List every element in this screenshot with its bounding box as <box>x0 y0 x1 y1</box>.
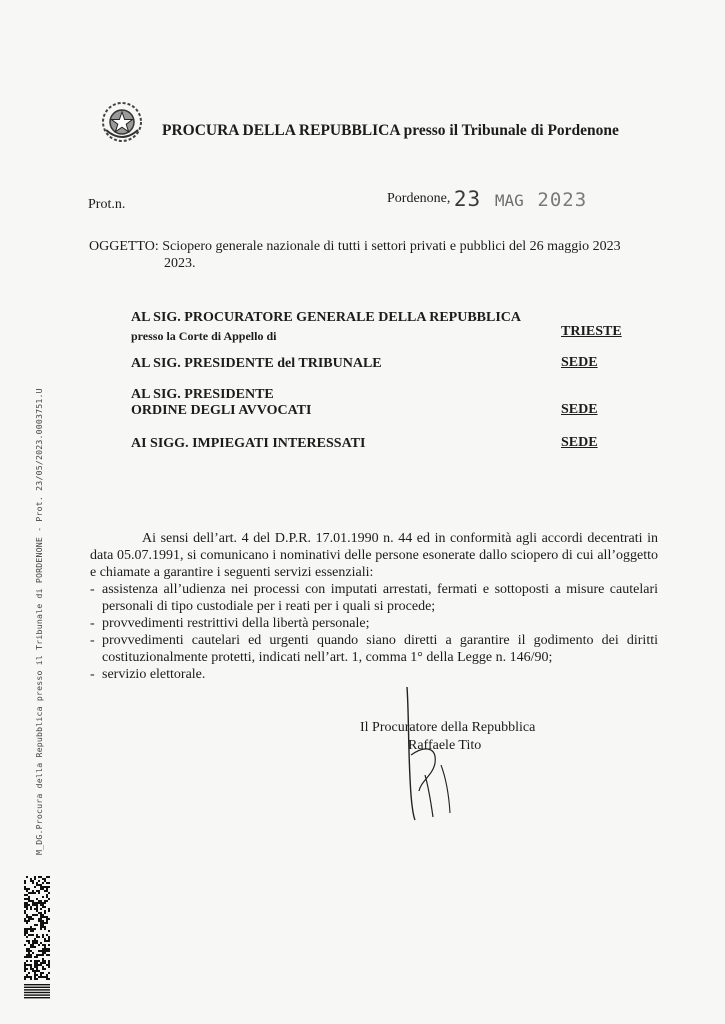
handwritten-signature <box>395 685 465 825</box>
subject-text: Sciopero generale nazionale di tutti i settori privati e pubblici del 26 maggio 2023 <box>162 239 621 254</box>
italian-republic-emblem-icon <box>100 100 144 144</box>
place-name: Pordenone, <box>387 191 451 206</box>
office-subtitle: presso il Tribunale di Pordenone <box>399 122 619 139</box>
protocol-label: Prot.n. <box>88 197 126 212</box>
intro-paragraph: Ai sensi dell’art. 4 del D.P.R. 17.01.1990 n. 44 ed in conformità agli accordi decentrati in data 05.07.1991, si comunicano i nominativi delle persone esonerate dallo sciopero di cui all’oggetto e chiamate a garantire i seguenti servizi essenziali: <box>90 531 658 580</box>
office-title: PROCURA DELLA REPUBBLICA <box>162 122 400 139</box>
date-stamp-day: 23 <box>453 187 482 211</box>
subject-continuation: 2023. <box>164 256 196 271</box>
date-stamp-year: 2023 <box>537 189 588 211</box>
datamatrix-barcode-icon <box>24 876 50 1000</box>
place-date <box>387 187 587 211</box>
list-item: - assistenza all’udienza nei processi con imputati arrestati, fermati e sottoposti a misure cautelari personali di tipo custodiale per i reati per i quali si procede; <box>90 581 658 615</box>
office-header <box>162 122 619 140</box>
list-item: - servizio elettorale. <box>90 666 658 683</box>
list-item: - provvedimenti cautelari ed urgenti quando siano diretti a garantire il godimento dei diritti costituzionalmente protetti, indicati nell’art. 1, comma 1° della Legge n. 146/90; <box>90 632 658 666</box>
services-list <box>90 581 658 683</box>
signatory-title: Il Procuratore della Repubblica <box>360 720 536 735</box>
recipient-2-line1: AL SIG. PRESIDENTE del TRIBUNALE <box>131 356 382 371</box>
recipient-2-location: SEDE <box>561 355 598 370</box>
date-stamp <box>454 187 587 211</box>
margin-protocol-stamp <box>2 300 42 860</box>
recipient-3-line2: ORDINE DEGLI AVVOCATI <box>131 403 312 418</box>
list-item: - provvedimenti restrittivi della libertà personale; <box>90 615 658 632</box>
signatory-name: Raffaele Tito <box>408 738 482 753</box>
recipient-4-location: SEDE <box>561 435 598 450</box>
recipient-1-location: TRIESTE <box>561 324 622 339</box>
recipient-3-line1: AL SIG. PRESIDENTE <box>131 387 274 402</box>
margin-protocol-text: M_DG.Procura della Repubblica presso il Tribunale di PORDENONE - Prot. 23/05/2023.0003751.U <box>34 388 44 855</box>
recipient-1-line1: AL SIG. PROCURATORE GENERALE DELLA REPUBBLICA <box>131 310 522 325</box>
date-stamp-month: MAG <box>494 191 524 210</box>
subject-block <box>89 238 649 272</box>
subject-label: OGGETTO: <box>89 239 159 254</box>
recipient-3-location: SEDE <box>561 402 598 417</box>
letter-body <box>90 530 658 683</box>
recipient-4-line1: AI SIGG. IMPIEGATI INTERESSATI <box>131 436 366 451</box>
recipient-1-line2: presso la Corte di Appello di <box>131 329 277 343</box>
